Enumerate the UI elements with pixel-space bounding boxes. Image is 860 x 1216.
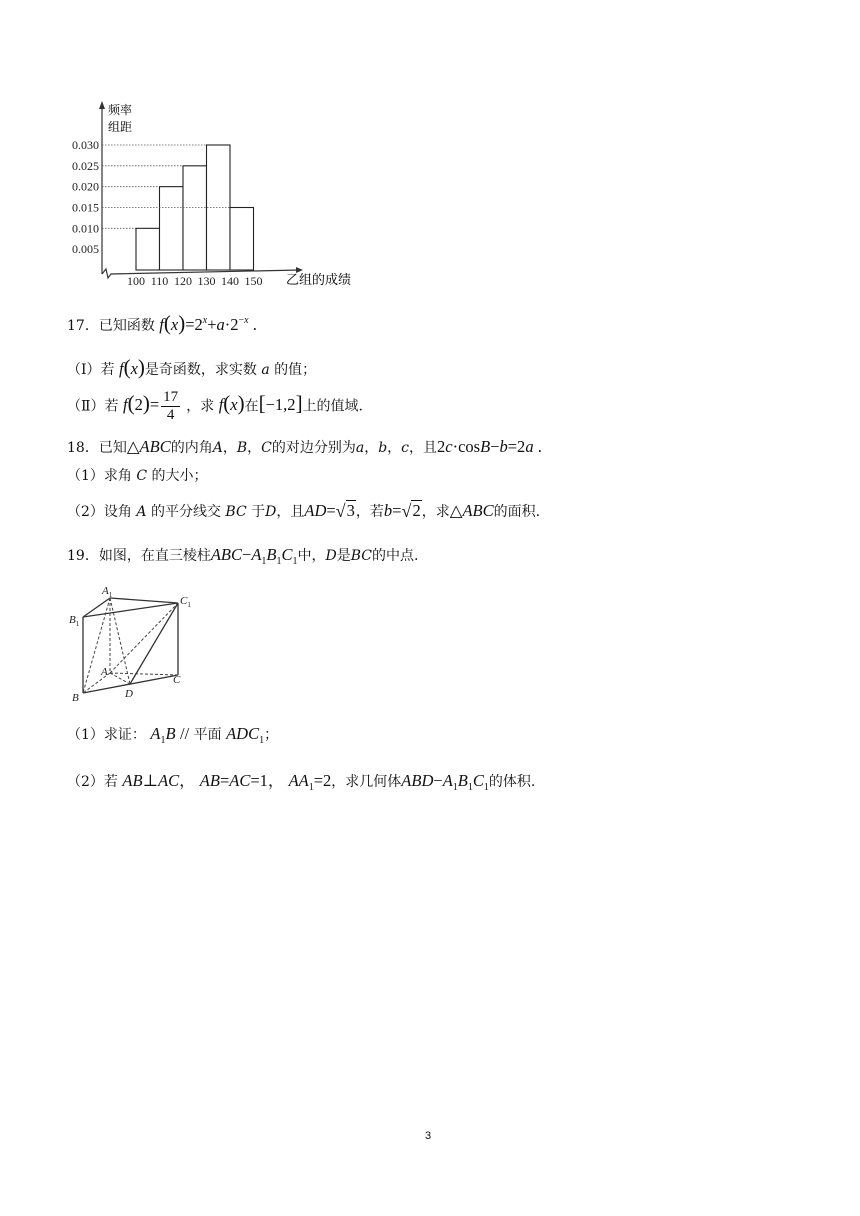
edge-a1-b bbox=[83, 598, 110, 693]
q19-part1-c: ； bbox=[264, 727, 279, 743]
q18-part2-a: （2）设角 bbox=[67, 504, 132, 520]
q18-stem: 18．已知△ABC的内角A，B，C的对边分别为a，b，c，且2c·cosB−b=2a . bbox=[67, 437, 542, 456]
edge-a-c1 bbox=[110, 603, 178, 673]
q19-stem-a: 19．如图，在直三棱柱 bbox=[67, 548, 211, 564]
x-tick-label: 120 bbox=[174, 274, 192, 288]
q18-part1: （1）求角 C 的大小； bbox=[67, 468, 208, 484]
q17-part1-mid: 是奇函数，求实数 bbox=[144, 362, 257, 378]
edge-a1-c1 bbox=[110, 598, 178, 603]
y-tick-label: 0.030 bbox=[72, 138, 99, 152]
label-b: B bbox=[72, 692, 79, 704]
frac-numerator: 17 bbox=[163, 389, 179, 405]
q19-a1b: $A_1B$ bbox=[150, 724, 176, 746]
y-axis-arrow bbox=[99, 101, 105, 109]
q17-interval: [−1,2] bbox=[258, 391, 303, 416]
q18-part2: （2）设角 A 的平分线交 BC 于D，且AD= √ 3，若b= √ 2，求△ABC的面积. bbox=[67, 501, 541, 521]
edge-a-c bbox=[110, 673, 178, 675]
q17-part2-condition: f(2)= $\frac{17}{4}$ bbox=[122, 389, 179, 423]
q18-stem-a: 18．已知 bbox=[67, 440, 127, 456]
q19-stem-c: 是 bbox=[336, 548, 351, 564]
x-tick-label: 140 bbox=[221, 274, 239, 288]
q18-stem-d: ，且 bbox=[409, 440, 438, 456]
y-tick-label: 0.025 bbox=[72, 158, 99, 173]
q19-stem: 19．如图，在直三棱柱$ABC-A_1B_1C_1$中，D是BC的中点. bbox=[67, 545, 419, 567]
x-tick-label: 130 bbox=[197, 274, 216, 288]
parallel-symbol: // bbox=[180, 724, 190, 743]
q19-prism-name: $ABC-A_1B_1C_1$ bbox=[210, 545, 298, 567]
edge-b1-c1 bbox=[83, 603, 178, 617]
x-tick-label: 110 bbox=[150, 274, 169, 288]
q19-part2-a: （2）若 bbox=[67, 774, 118, 790]
q17-part1-prefix: （Ⅰ）若 bbox=[67, 362, 115, 378]
histogram-bar bbox=[136, 228, 160, 270]
q19-part1-b: 平面 bbox=[193, 727, 222, 743]
prism-figure bbox=[68, 583, 198, 705]
q19-stem-d: 的中点. bbox=[372, 548, 419, 564]
x-axis-label: 乙组的成绩 bbox=[286, 272, 352, 287]
label-a1: $A_1$ bbox=[102, 585, 113, 599]
q19-part1 bbox=[67, 724, 279, 746]
q17-part2 bbox=[67, 390, 363, 423]
edge-c1-d bbox=[130, 603, 178, 684]
q17-part2-fx: f(x) bbox=[218, 391, 245, 416]
x-tick-label: 150 bbox=[244, 274, 263, 288]
q19-plane-adc1: $ADC_1$ bbox=[226, 724, 265, 746]
q18-b-value: b= √ 2 bbox=[383, 501, 421, 521]
label-b1: $B_1$ bbox=[69, 614, 80, 628]
q17-stem bbox=[67, 313, 257, 334]
q18-part2-g: 的面积. bbox=[493, 504, 541, 520]
q17-part1-end: 的值； bbox=[274, 362, 317, 378]
q18-equation: 2c·cosB−b=2a . bbox=[437, 437, 542, 456]
edge-a-d bbox=[110, 673, 130, 684]
q18-part2-d: ，且 bbox=[276, 504, 305, 520]
histogram-bar bbox=[183, 166, 207, 270]
label-a: A bbox=[101, 666, 108, 678]
q18-triangle: △ABC bbox=[126, 437, 171, 456]
q18-part1-text: （1）求角 bbox=[67, 468, 132, 484]
y-tick-label: 0.010 bbox=[72, 221, 99, 236]
q17-part2-end: 上的值域. bbox=[302, 398, 364, 415]
q19-part2 bbox=[67, 771, 536, 793]
y-axis-label-bottom: 组距 bbox=[108, 120, 133, 134]
q17-part1-fx: f(x) bbox=[118, 355, 145, 379]
q19-stem-b: 中， bbox=[297, 548, 326, 564]
histogram-bar bbox=[230, 208, 254, 271]
y-tick-label: 0.005 bbox=[72, 242, 99, 257]
y-tick-label: 0.020 bbox=[72, 179, 99, 194]
q18-stem-b: 的内角 bbox=[170, 440, 213, 456]
label-d: D bbox=[125, 688, 133, 700]
q19-part1-a: （1）求证： bbox=[67, 727, 146, 743]
q17-part2-prefix: （Ⅱ）若 bbox=[67, 398, 119, 415]
q18-part2-c: 于 bbox=[251, 504, 266, 520]
q18-stem-c: 的对边分别为 bbox=[271, 440, 356, 456]
q17-part2-in: 在 bbox=[244, 398, 259, 415]
q18-ad-value: AD= √ 3 bbox=[304, 501, 355, 521]
x-tick-label: 100 bbox=[127, 274, 145, 288]
q17-part1 bbox=[67, 357, 316, 378]
q17-part1-var: a bbox=[261, 362, 270, 378]
histogram-bar bbox=[160, 187, 184, 270]
y-tick-label: 0.015 bbox=[72, 200, 99, 215]
q19-part2-c: 的体积. bbox=[488, 774, 536, 790]
q19-solid-name: $ABD-A_1B_1C_1$ bbox=[401, 771, 489, 793]
q18-part2-b: 的平分线交 bbox=[150, 504, 221, 520]
q19-part2-b: ，求几何体 bbox=[331, 774, 402, 790]
q18-part2-e: ，若 bbox=[355, 504, 384, 520]
q17-part2-mid: ，求 bbox=[186, 398, 215, 415]
frac-denominator: 4 bbox=[166, 407, 175, 423]
q19-conditions: AB⊥AC， AB=AC=1， $AA_1=2$ bbox=[122, 771, 332, 793]
q17-function-formula: $f(x)=2^x+a\cdot 2^{-x}$ . bbox=[159, 311, 257, 335]
q18-part1-end: 的大小； bbox=[151, 468, 208, 484]
histogram-figure bbox=[60, 98, 360, 294]
q18-part2-f: ，求 bbox=[421, 504, 450, 520]
page-number: 3 bbox=[425, 1130, 432, 1142]
y-axis-label-top: 频率 bbox=[108, 103, 133, 117]
label-c: C bbox=[173, 674, 181, 686]
q17-stem-text: 17．已知函数 bbox=[67, 318, 155, 334]
label-c1: $C_1$ bbox=[180, 595, 191, 609]
